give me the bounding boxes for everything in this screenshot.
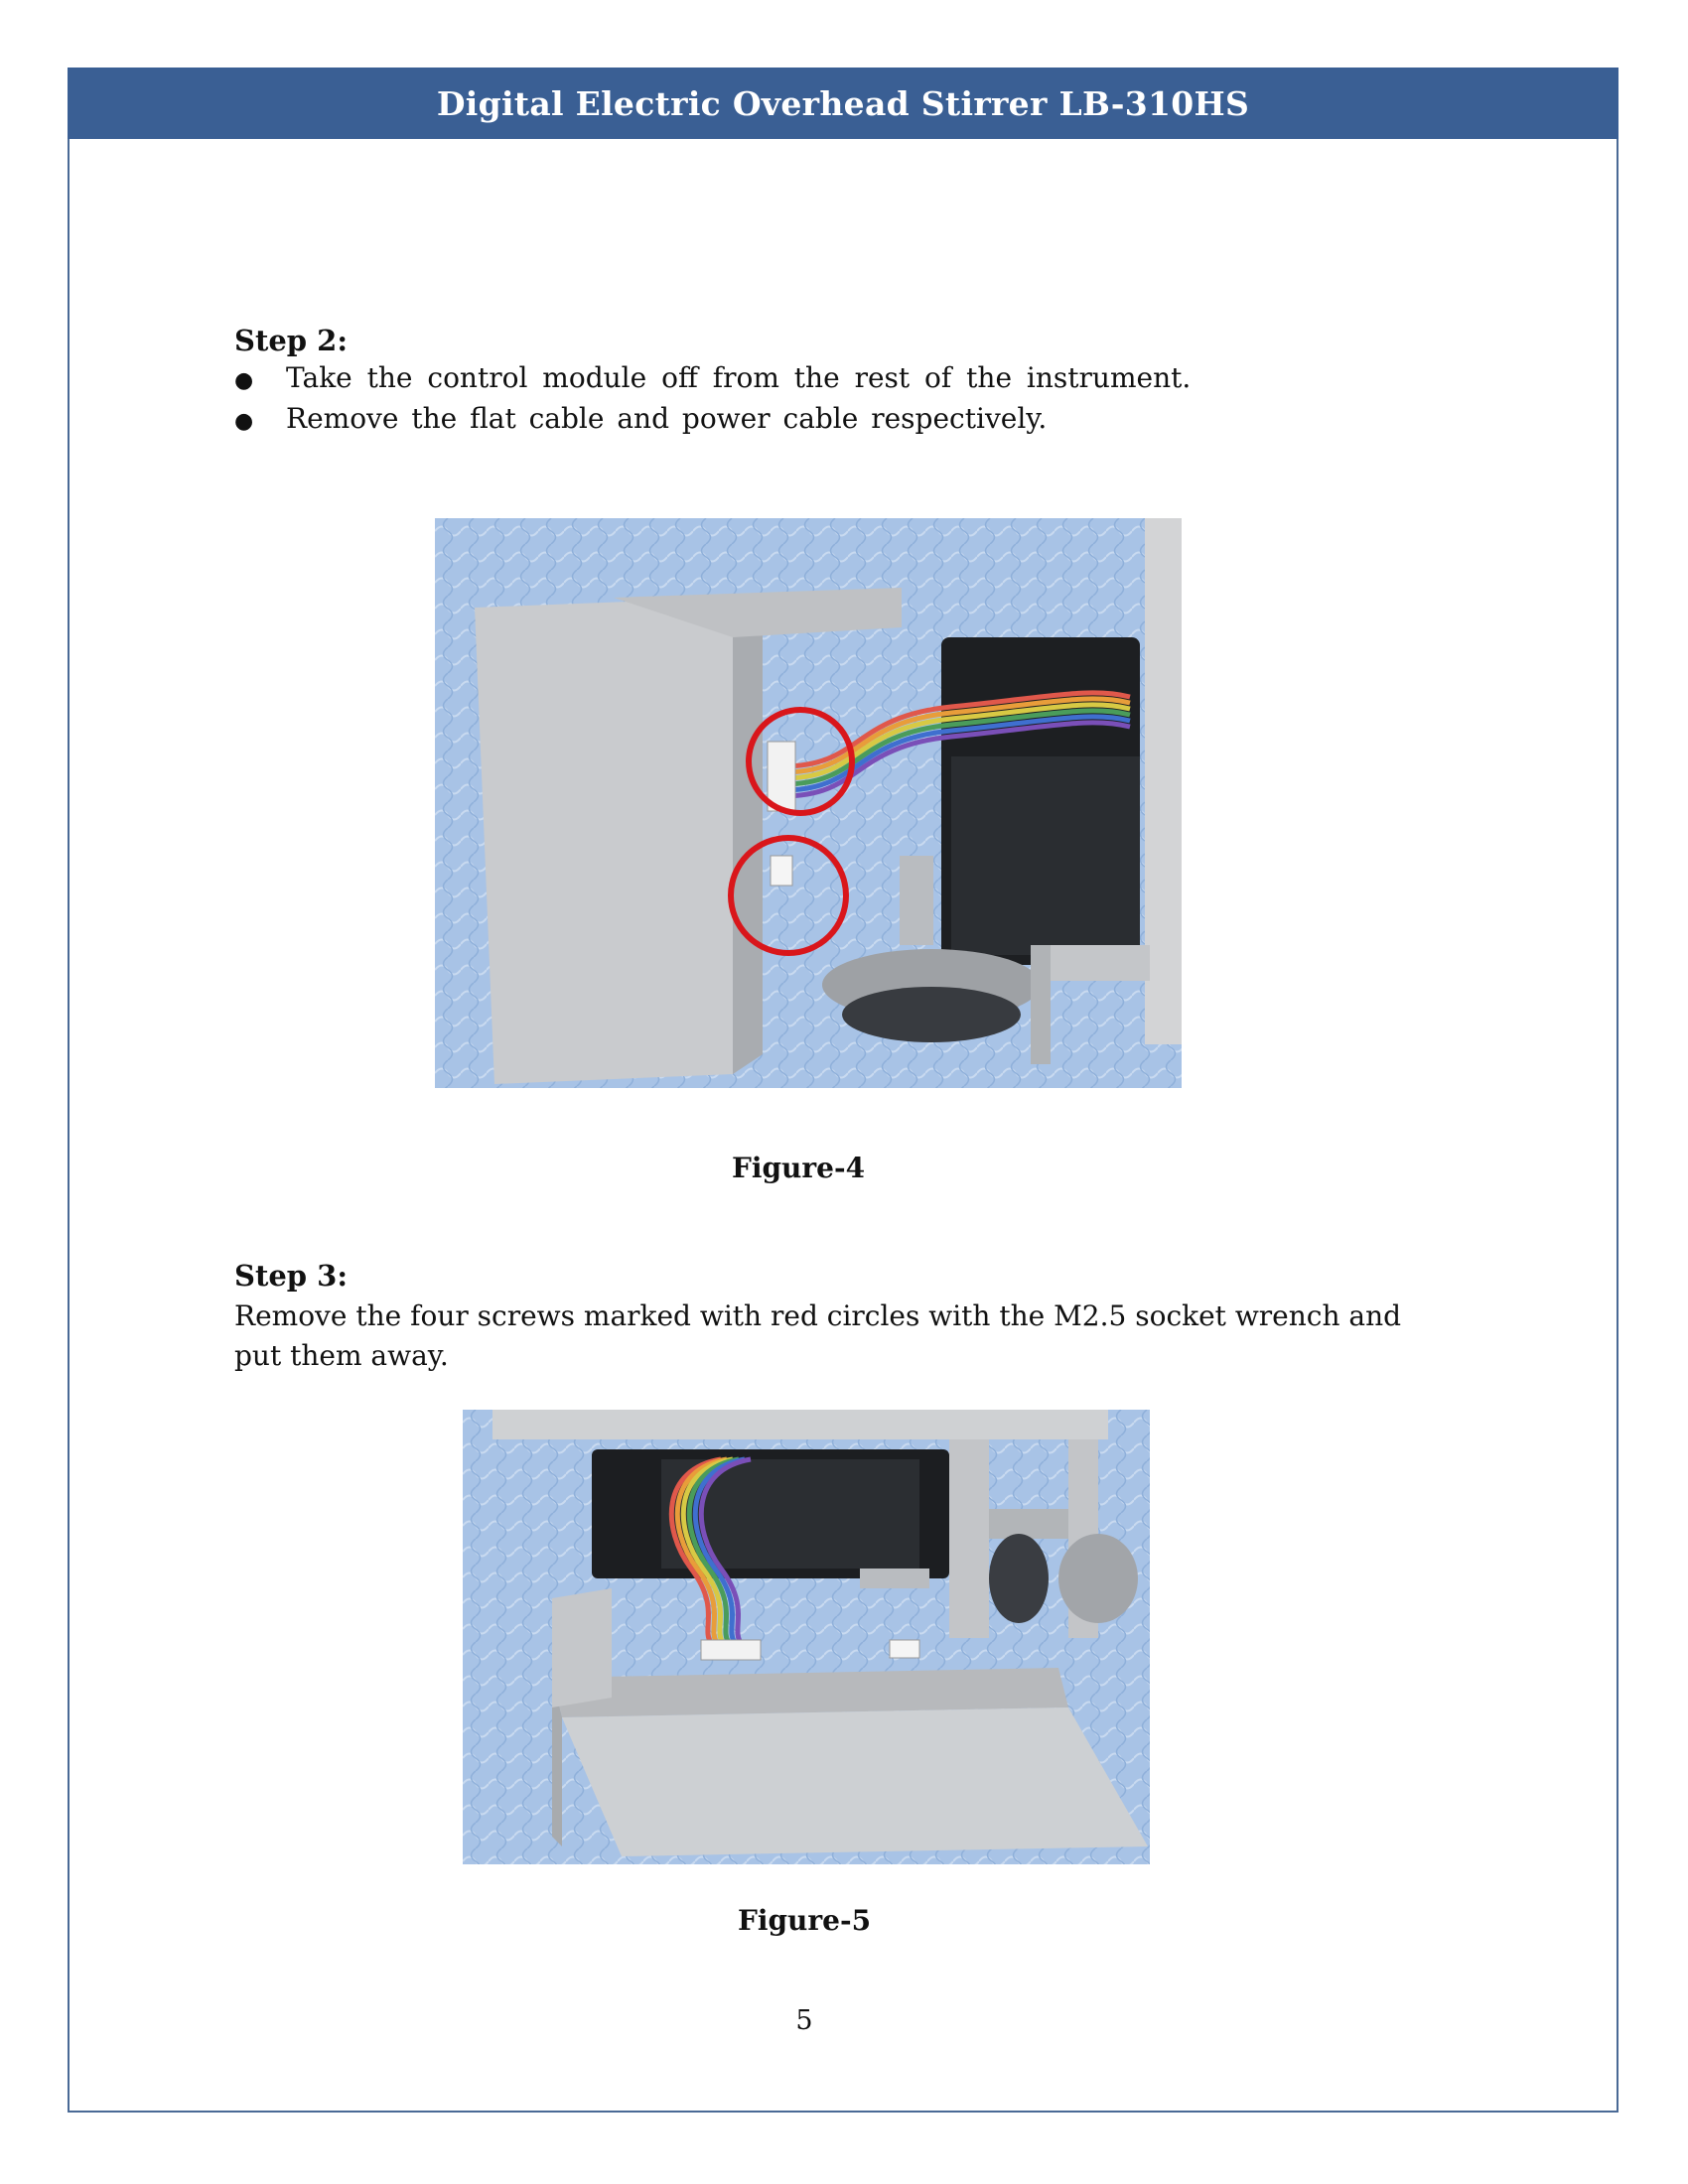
step3-text: Remove the four screws marked with red circles with the M2.5 socket wrench and put them away. — [234, 1299, 1402, 1372]
bullet-text: Remove the flat cable and power cable respectively. — [286, 402, 1048, 435]
list-item — [234, 361, 1191, 402]
page-number: 5 — [795, 2005, 813, 2036]
figure5-photo — [463, 1410, 1150, 1864]
document-title: Digital Electric Overhead Stirrer LB-310HS — [436, 83, 1250, 123]
figure4-caption: Figure-4 — [731, 1152, 866, 1184]
header-bar — [68, 68, 1618, 139]
step2-bullet-list — [234, 361, 1191, 443]
step3-heading: Step 3: — [234, 1259, 349, 1293]
bullet-icon: ● — [234, 368, 254, 393]
figure5-caption: Figure-5 — [737, 1904, 872, 1937]
bullet-text: Take the control module off from the rest of the instrument. — [286, 361, 1192, 394]
figure4-photo — [435, 518, 1182, 1088]
bullet-icon: ● — [234, 409, 254, 434]
list-item — [234, 402, 1191, 443]
step2-heading: Step 2: — [234, 324, 349, 357]
